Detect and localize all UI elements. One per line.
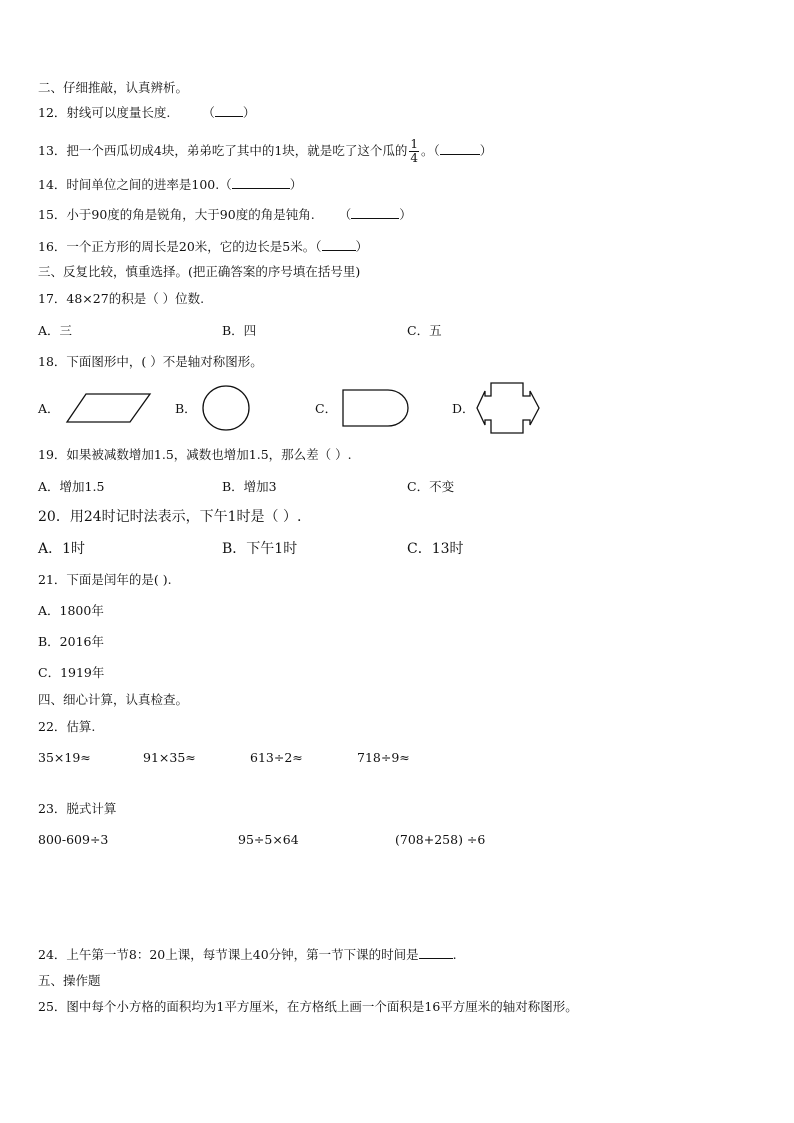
question-18-label-a[interactable]: A． <box>38 401 60 416</box>
question-15-text: 15．小于90度的角是锐角，大于90度的角是钝角. <box>38 207 315 222</box>
estimate-item-3: 613÷2≈ <box>250 750 303 765</box>
answer-blank-14[interactable] <box>232 177 290 189</box>
parallelogram-shape <box>66 393 152 423</box>
arrow-cross-shape <box>476 382 540 434</box>
question-17-option-b[interactable]: B．四 <box>222 323 257 338</box>
question-13-text: 13．把一个西瓜切成4块，弟弟吃了其中的1块，就是吃了这个瓜的 <box>38 143 408 158</box>
fraction-numerator: 1 <box>410 137 418 151</box>
question-12-paren-open: （ <box>202 105 215 120</box>
semicircle-rectangle-shape <box>342 389 410 427</box>
question-13-paren-close: ） <box>479 143 493 158</box>
question-20-option-a[interactable]: A．1时 <box>38 541 86 557</box>
answer-blank-24[interactable] <box>419 947 453 959</box>
calc-item-1: 800-609÷3 <box>38 832 109 847</box>
question-21-option-c[interactable]: C．1919年 <box>38 665 105 680</box>
question-19: 19．如果被减数增加1.5，减数也增加1.5，那么差（ ）. <box>38 447 352 462</box>
question-18: 18．下面图形中，( ）不是轴对称图形。 <box>38 354 263 369</box>
answer-blank-12[interactable] <box>215 105 243 117</box>
question-25: 25．图中每个小方格的面积均为1平方厘米，在方格纸上画一个面积是16平方厘米的轴对称图形。 <box>38 999 578 1014</box>
answer-blank-13[interactable] <box>440 143 480 155</box>
section-3-heading: 三、反复比较，慎重选择。(把正确答案的序号填在括号里) <box>38 264 361 279</box>
question-21-option-b[interactable]: B．2016年 <box>38 634 104 649</box>
section-5-heading: 五、操作题 <box>38 973 101 988</box>
estimate-item-2: 91×35≈ <box>143 750 196 765</box>
question-14-text: 14．时间单位之间的进率是100.（ <box>38 177 232 192</box>
fraction-one-quarter <box>409 138 419 165</box>
question-22: 22．估算. <box>38 719 96 734</box>
question-19-option-c[interactable]: C．不变 <box>407 479 455 494</box>
question-19-option-a[interactable]: A．增加1.5 <box>38 479 105 494</box>
question-24-tail: . <box>452 947 457 962</box>
question-14-paren-close: ） <box>289 177 303 192</box>
question-14 <box>38 177 302 193</box>
question-20-option-c[interactable]: C．13时 <box>407 541 464 557</box>
question-23: 23．脱式计算 <box>38 801 117 816</box>
answer-blank-16[interactable] <box>322 239 356 251</box>
answer-blank-15[interactable] <box>351 207 399 219</box>
question-24 <box>38 947 457 963</box>
question-18-label-d[interactable]: D． <box>452 401 475 416</box>
question-21: 21．下面是闰年的是( ). <box>38 572 172 587</box>
question-21-option-a[interactable]: A．1800年 <box>38 603 104 618</box>
question-12-text: 12．射线可以度量长度. <box>38 105 171 120</box>
question-15 <box>38 207 412 223</box>
question-16-paren-close: ） <box>355 239 369 254</box>
question-18-label-b[interactable]: B． <box>175 401 197 416</box>
question-13-tail: 。（ <box>420 143 440 158</box>
question-12-paren-close: ） <box>242 105 256 120</box>
section-4-heading: 四、细心计算，认真检查。 <box>38 692 189 707</box>
question-19-option-b[interactable]: B．增加3 <box>222 479 277 494</box>
circle-shape <box>202 385 252 431</box>
estimate-item-1: 35×19≈ <box>38 750 91 765</box>
question-15-paren-close: ） <box>399 207 412 222</box>
question-20-option-b[interactable]: B．下午1时 <box>222 541 298 557</box>
question-20: 20．用24时记时法表示，下午1时是（ ）. <box>38 509 302 525</box>
estimate-item-4: 718÷9≈ <box>357 750 410 765</box>
question-16-text: 16．一个正方形的周长是20米，它的边长是5米。（ <box>38 239 322 254</box>
question-13 <box>38 138 492 165</box>
question-17-option-c[interactable]: C．五 <box>407 323 442 338</box>
calc-item-3: (708+258) ÷6 <box>395 832 486 847</box>
question-17-option-a[interactable]: A．三 <box>38 323 73 338</box>
question-16 <box>38 239 368 255</box>
question-24-text: 24．上午第一节8：20上课，每节课上40分钟，第一节下课的时间是 <box>38 947 419 962</box>
calc-item-2: 95÷5×64 <box>238 832 299 847</box>
section-2-heading: 二、仔细推敲，认真辨析。 <box>38 80 189 95</box>
question-18-label-c[interactable]: C． <box>315 401 338 416</box>
question-17: 17．48×27的积是（ ）位数. <box>38 291 205 306</box>
question-15-paren-open: （ <box>338 207 352 222</box>
question-12 <box>38 105 255 121</box>
fraction-denominator: 4 <box>410 151 418 165</box>
